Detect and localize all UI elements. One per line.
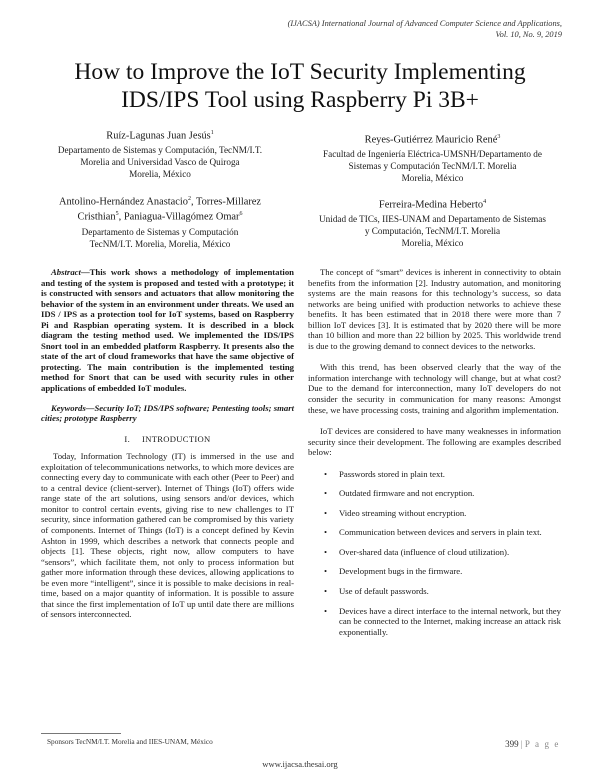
weakness-list xyxy=(322,469,561,637)
footer-url: www.ijacsa.thesai.org xyxy=(262,759,338,769)
author-affiliation: Morelia and Universidad Vasco de Quiroga xyxy=(80,157,240,168)
body-paragraph: The concept of “smart” devices is inherent in connectivity to obtain benefits from the information [2]. Industry automation, and monitoring systems are the main reasons for this technology’s success, so data networks are being unified with production networks to achieve these benefits. It has been estimated that in 2018 there were more than 7 billion IoT devices [3]. It is estimated that by 2020 there will be more than 10 billion and more than 22 billion by 2025. This worldwide trend is due to the growing demand to connect devices to the networks. xyxy=(308,267,561,351)
section-heading-introduction: I. INTRODUCTION xyxy=(124,433,211,444)
bullet-icon: • xyxy=(324,546,328,557)
bullet-icon: • xyxy=(324,605,328,616)
right-column xyxy=(308,267,561,646)
keywords: Keywords—Security IoT; IDS/IPS software; Pentesting tools; smart cities; prototype Raspberry xyxy=(41,402,294,424)
author-affiliation: TecNM/I.T. Morelia, Morelia, México xyxy=(89,238,231,249)
author-affiliation: Sistemas y Computación TecNM/I.T. Morelia xyxy=(348,161,517,172)
list-item: • Development bugs in the firmware. xyxy=(324,566,463,577)
author-block-1 xyxy=(40,127,280,180)
list-item: • Communication between devices and servers in plain text. xyxy=(324,527,542,538)
author-affiliation: Facultad de Ingeniería Eléctrica-UMSNH/Departamento de xyxy=(323,149,542,160)
author-affiliation: Morelia, México xyxy=(401,237,464,248)
author-affiliation: Departamento de Sistemas y Computación, TecNM/I.T. xyxy=(57,145,263,156)
bullet-icon: • xyxy=(324,468,328,479)
author-block-3 xyxy=(305,131,560,184)
journal-header-line2: Vol. 10, No. 9, 2019 xyxy=(495,30,562,39)
list-item: • Outdated firmware and not encryption. xyxy=(324,488,475,499)
paper-title-line2: IDS/IPS Tool using Raspberry Pi 3B+ xyxy=(121,87,479,113)
bullet-icon: • xyxy=(324,507,328,518)
list-item: • Video streaming without encryption. xyxy=(324,507,467,518)
author-name: Reyes-Gutiérrez Mauricio René$^3$ xyxy=(364,134,501,146)
author-affiliation: Morelia, México xyxy=(129,168,191,179)
paper-title xyxy=(40,58,560,114)
body-paragraph: With this trend, has been observed clearly that the way of the information interchange with technology will change, but at what cost? Due to the demand for interconnection, many IoT developers do not consider the security in communication for many reasons: Amongst these, we have processing costs, training and algorithm implementation. xyxy=(308,362,561,415)
journal-header-line1: (IJACSA) International Journal of Advanced Computer Science and Applications, xyxy=(287,19,562,28)
bullet-icon: • xyxy=(324,566,328,577)
bullet-icon: • xyxy=(324,488,328,499)
list-item: • Over-shared data (influence of cloud utilization). xyxy=(324,546,510,557)
author-name: Ruíz-Lagunas Juan Jesús$^1$ xyxy=(106,130,214,142)
abstract: Abstract—This work shows a methodology of implementation and testing of the system is proposed and tested with a prototype; it is constructed with sensors and actuators that allow monitoring the behavior of the system in an environment under threats. We used an IDS / IPS as a protection tool for IoT systems, based on Raspberry Pi and Raspbian operating system. It is described in a block diagram the testing method used. We implemented the IDS/IPS Snort tool in an embedded platform Raspberry. It presents also the state of the art of cloud frameworks that have the same objective of protecting. The main contribution is the implemented testing method for Snort that can be used with security rules in other applications of embedded IoT modules. xyxy=(41,267,294,394)
bullet-icon: • xyxy=(324,586,328,597)
journal-header xyxy=(202,18,562,40)
list-item: • Use of default passwords. xyxy=(324,586,429,597)
author-block-2 xyxy=(40,193,280,250)
footnote-divider xyxy=(41,733,121,734)
author-affiliation: Unidad de TICs, IIES-UNAM and Departamento de Sistemas xyxy=(319,214,546,225)
author-affiliation: Departamento de Sistemas y Computación xyxy=(81,226,239,237)
page-number: 399 | P a g e xyxy=(505,739,560,749)
list-item: • Passwords stored in plain text. xyxy=(324,468,445,479)
left-column xyxy=(41,267,294,629)
body-paragraph: IoT devices are considered to have many weaknesses in information security since their development. The following are examples described below: xyxy=(308,426,561,458)
bullet-icon: • xyxy=(324,527,328,538)
author-affiliation: Morelia, México xyxy=(401,172,464,183)
paper-title-line1: How to Improve the IoT Security Implementing xyxy=(74,59,526,85)
author-affiliation: y Computación, TecNM/I.T. Morelia xyxy=(364,226,501,237)
author-name: Ferreira-Medina Heberto$^4$ xyxy=(378,199,487,211)
intro-paragraph: Today, Information Technology (IT) is immersed in the use and exploitation of telecommunications networks, to which more devices are connecting every day to communicate with each other (Peer to Peer) and to a central device (client-server). Internet of Things (IoT) offers wide range state of the art solutions, using sensors and/or devices, which monitor to control certain events, giving rise to new challenges to IT security, since information gathered can be compromised by this variety of components. Internet of Things (IoT) is a concept defined by Kevin Ashton in 1999, which describes a network that connects people and objects [1]. These objects, right now, allow computers to have “sensors”, which facilitate them, not only to process information but gather more information through these devices, allowing applications to be even more “intelligent”, since it is possible to make decisions in real-time, based on a major quantity of information. It is possible to assure that since the first implementation of IoT up until date there are millions of sensors interconnected. xyxy=(41,451,294,620)
author-name: Antolino-Hernández Anastacio$^2$, Torres-Millarez Cristhian$^5$, Paniagua-Villagómez Omar$^6$ xyxy=(58,196,262,223)
list-item: • Devices have a direct interface to the internal network, but they can be connected to the Internet, making increase an attack risk exponentially. xyxy=(324,605,561,637)
author-block-4 xyxy=(305,196,560,249)
footnote: Sponsors TecNM/I.T. Morelia and IIES-UNAM, México xyxy=(47,737,213,746)
